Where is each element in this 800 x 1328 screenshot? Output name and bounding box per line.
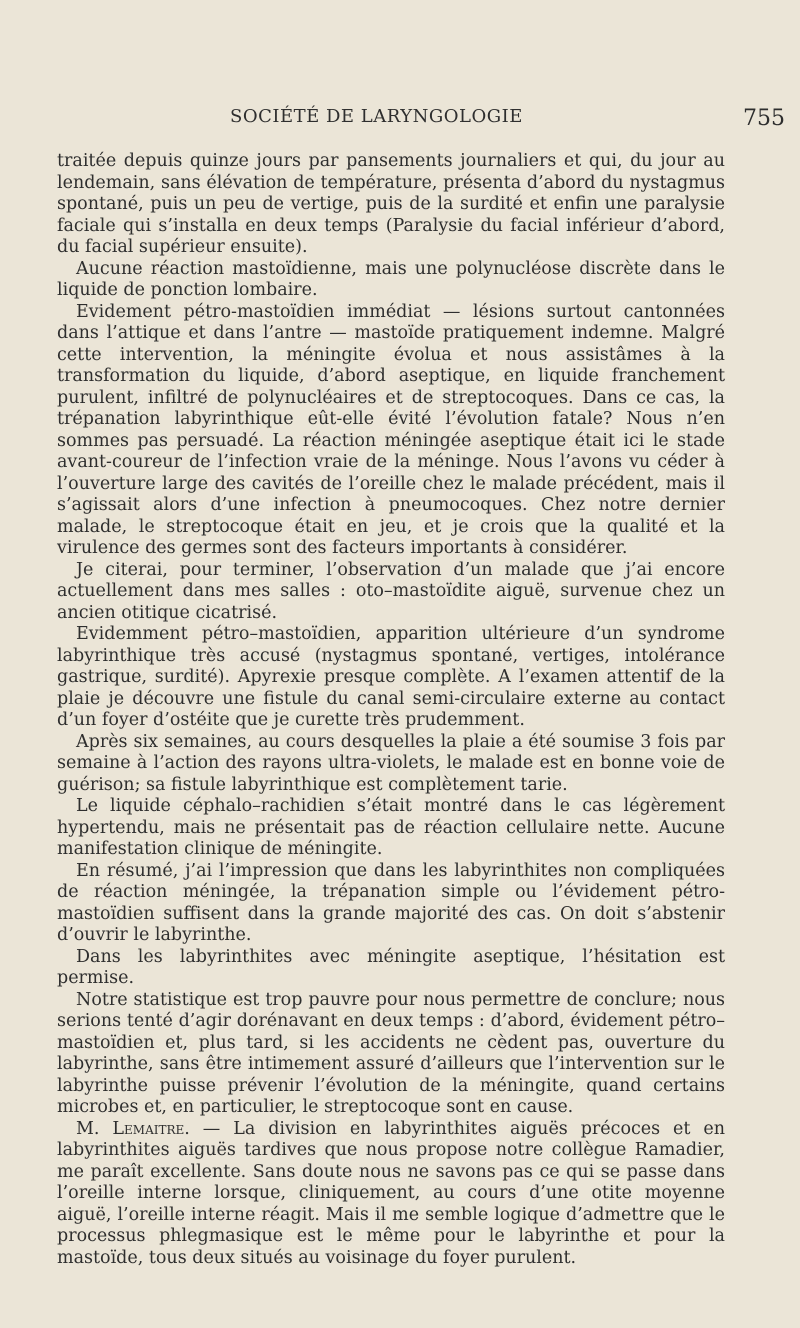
body-text — [57, 151, 725, 1269]
paragraph: Le liquide céphalo–rachidien s’était montré dans le cas légèrement hypertendu, mais ne présentait pas de réaction cellulaire nette. Aucune manifestation clinique de méningite. — [57, 796, 725, 859]
running-title: SOCIÉTÉ DE LARYNGOLOGIE — [230, 106, 523, 127]
paragraph: En résumé, j’ai l’impression que dans les labyrinthites non compliquées de réaction méningée, la trépanation simple ou l’évidement pétro-mastoïdien suffisent dans la grande majorité des cas. On doit s’abstenir d’ouvrir le labyrinthe. — [57, 860, 725, 945]
intervention-text: — La division en labyrinthites aiguës précoces et en labyrinthites aiguës tardives que nous propose notre collègue Ramadier, me paraît excellente. Sans doute nous ne savons pas ce qui se passe dans l’oreille interne lorsque, cliniquement, au cours d’une otite moyenne aiguë, l’oreille interne réagit. Mais il me semble logique d’admettre que le processus phlegmasique est le même pour le labyrinthe et pour la mastoïde, tous deux situés au voisinage du foyer purulent. — [57, 1118, 725, 1268]
speaker-name: M. Lemaitre. — [76, 1118, 190, 1139]
paragraph: Aucune réaction mastoïdienne, mais une polynucléose discrète dans le liquide de ponction lombaire. — [57, 258, 725, 300]
paragraph: Notre statistique est trop pauvre pour nous permettre de conclure; nous serions tenté d’agir dorénavant en deux temps : d’abord, évidement pétro–mastoïdien et, plus tard, si les accidents ne cèdent pas, ouverture du labyrinthe, sans être intimement assuré d’ailleurs que l’intervention sur le labyrinthe puisse prévenir l’évolution de la méningite, quand certains microbes et, en particulier, le streptocoque sont en cause. — [57, 989, 725, 1117]
page-header — [0, 106, 800, 136]
paragraph: Evidemment pétro–mastoïdien, apparition ultérieure d’un syndrome labyrinthique très accusé (nystagmus spontané, vertiges, intolérance gastrique, surdité). Apyrexie presque complète. A l’examen attentif de la plaie je découvre une fistule du canal semi-circulaire externe au contact d’un foyer d’ostéite que je curette très prudemment. — [57, 624, 725, 730]
paragraph: Je citerai, pour terminer, l’observation d’un malade que j’ai encore actuellement dans mes salles : oto–mastoïdite aiguë, survenue chez un ancien otitique cicatrisé. — [57, 559, 725, 623]
paragraph: Après six semaines, au cours desquelles la plaie a été soumise 3 fois par semaine à l’action des rayons ultra-violets, le malade est en bonne voie de guérison; sa fistule labyrinthique est complètement tarie. — [57, 731, 725, 795]
page-number: 755 — [743, 106, 785, 131]
paragraph-continued: traitée depuis quinze jours par pansements journaliers et qui, du jour au lendemain, sans élévation de température, présenta d’abord du nystagmus spontané, puis un peu de vertige, puis de la surdité et enfin une paralysie faciale qui s’installa en deux temps (Paralysie du facial inférieur d’abord, du facial supérieur ensuite). — [57, 151, 725, 257]
paragraph-intervention — [57, 1119, 725, 1270]
paragraph: Dans les labyrinthites avec méningite aseptique, l’hésitation est permise. — [57, 946, 725, 988]
paragraph: Evidement pétro-mastoïdien immédiat — lésions surtout cantonnées dans l’attique et dans l’antre — mastoïde pratiquement indemne. Malgré cette intervention, la méningite évolua et nous assistâmes à la transformation du liquide, d’abord aseptique, en liquide franchement purulent, infiltré de polynucléaires et de streptocoques. Dans ce cas, la trépanation labyrinthique eût-elle évité l’évolution fatale? Nous n’en sommes pas persuadé. La réaction méningée aseptique était ici le stade avant-coureur de l’infection vraie de la méninge. Nous l’avons vu céder à l’ouverture large des cavités de l’oreille chez le malade précédent, mais il s’agissait alors d’une infection à pneumocoques. Chez notre dernier malade, le streptocoque était en jeu, et je crois que la qualité et la virulence des germes sont des facteurs importants à considérer. — [57, 301, 725, 558]
